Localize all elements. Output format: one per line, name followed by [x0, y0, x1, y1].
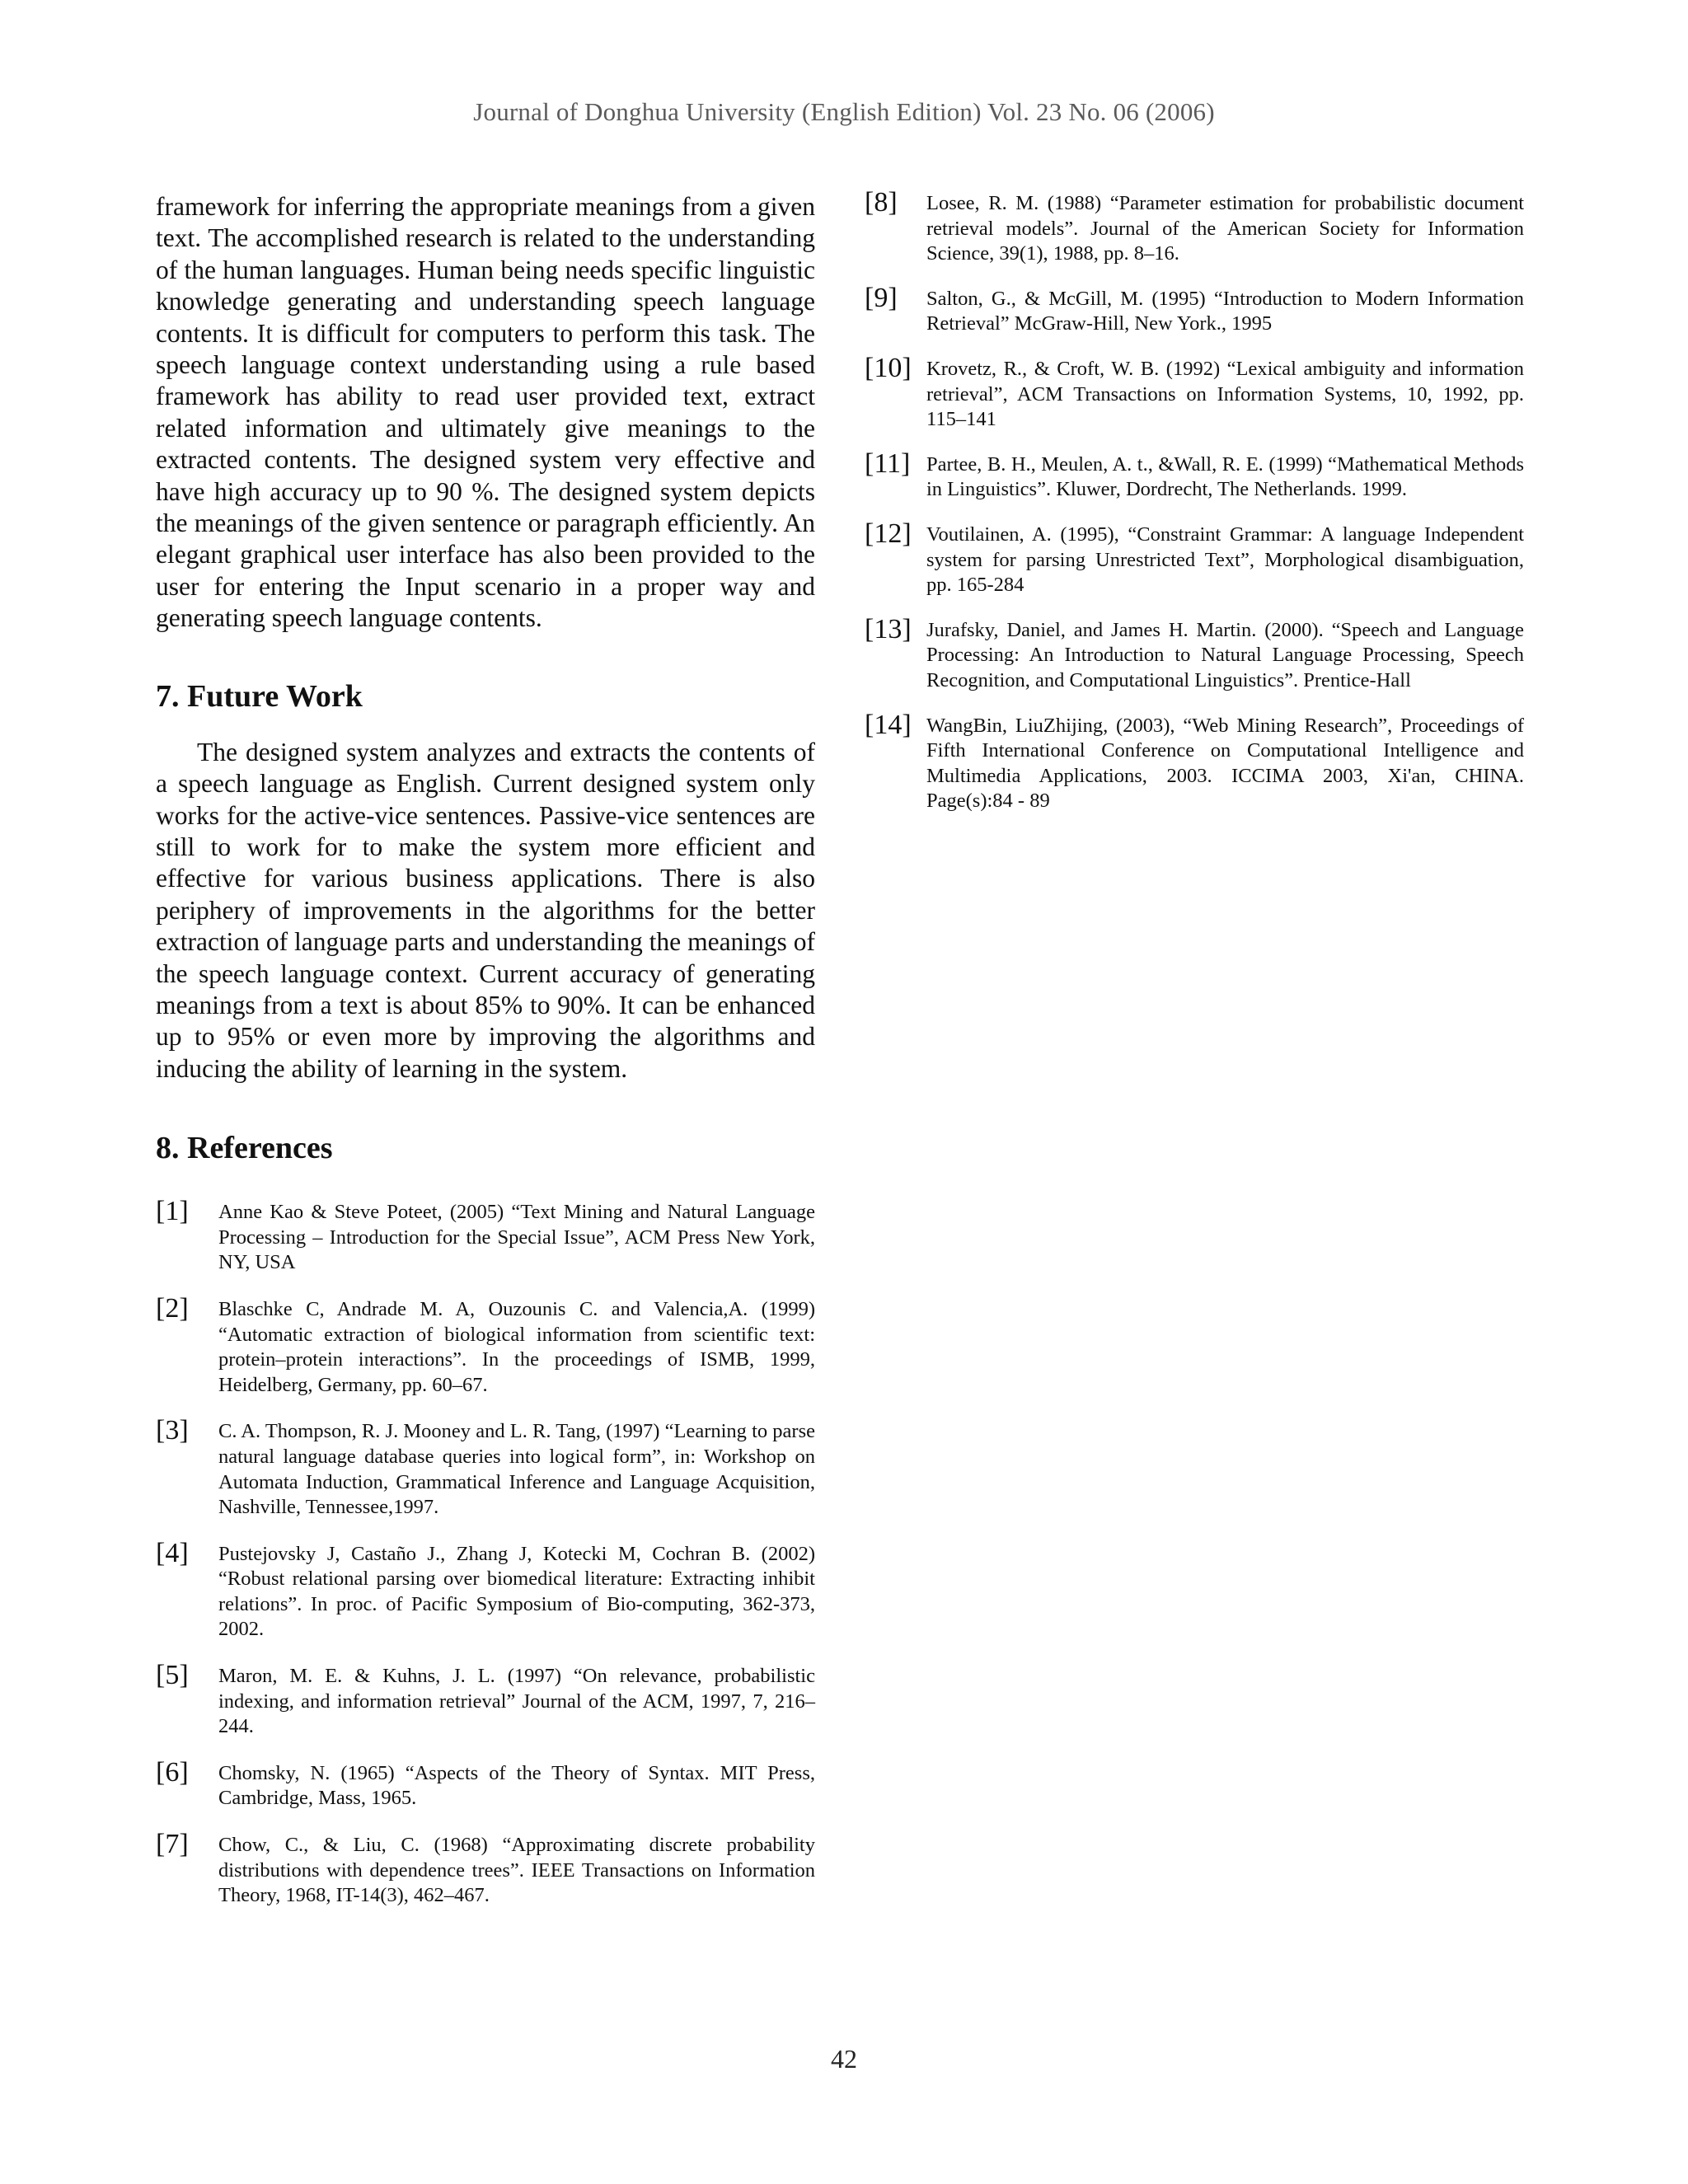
reference-item — [156, 1415, 815, 1520]
reference-text: C. A. Thompson, R. J. Mooney and L. R. Tang, (1997) “Learning to parse natural language database queries into logical form”, in: Workshop on Automata Induction, Grammatical Inference and Language Acquisition, Nashville, Tennessee,1997. — [218, 1420, 815, 1519]
reference-number: [14] — [865, 709, 912, 740]
reference-text: Krovetz, R., & Croft, W. B. (1992) “Lexical ambiguity and information retrieval”, ACM Transactions on Information Systems, 10, 1992, pp. 115–141 — [926, 357, 1524, 431]
reference-number: [13] — [865, 613, 912, 644]
reference-text: Voutilainen, A. (1995), “Constraint Grammar: A language Independent system for parsing Unrestricted Text”, Morphological disambiguation, pp. 165-284 — [926, 523, 1524, 597]
reference-text: Partee, B. H., Meulen, A. t., &Wall, R. E. (1999) “Mathematical Methods in Linguistics”. Kluwer, Dordrecht, The Netherlands. 1999. — [926, 452, 1524, 501]
running-head: Journal of Donghua University (English Edition) Vol. 23 No. 06 (2006) — [473, 97, 1215, 126]
reference-number: [8] — [865, 187, 898, 218]
reference-number: [12] — [865, 518, 912, 549]
future-work-paragraph: The designed system analyzes and extracts the contents of a speech language as English. Current designed system only works for the active-vice sentences. Passive-vice sentences are still to work for to make the system more efficient and effective for various business applications. There is also periphery of improvements in the algorithms for the better extraction of language parts and understanding the meanings of the speech language context. Current accuracy of generating meanings from a text is about 85% to 90%. It can be enhanced up to 95% or even more by improving the algorithms and inducing the ability of learning in the system. — [156, 737, 815, 1083]
reference-number: [3] — [156, 1415, 189, 1446]
future-work-heading: 7. Future Work — [156, 678, 363, 714]
reference-number: [11] — [865, 448, 911, 479]
reference-item — [156, 1292, 815, 1398]
left-column — [156, 191, 815, 1930]
reference-number: [6] — [156, 1756, 189, 1788]
reference-item — [156, 1196, 815, 1276]
reference-item — [865, 518, 1524, 598]
reference-text: WangBin, LiuZhijing, (2003), “Web Mining Research”, Proceedings of Fifth International Conference on Computational Intelligence and Multimedia Applications, 2003. ICCIMA 2003, Xi'an, CHINA. Page(s):84 - 89 — [926, 714, 1524, 813]
reference-text: Pustejovsky J, Castaño J., Zhang J, Kotecki M, Cochran B. (2002) “Robust relational parsing over biomedical literature: Extracting inhibit relations”. In proc. of Pacific Symposium of Bio-computing, 362-373, 2002. — [218, 1542, 815, 1641]
reference-number: [10] — [865, 352, 912, 383]
reference-item — [156, 1660, 815, 1740]
intro-paragraph: framework for inferring the appropriate meanings from a given text. The accomplished research is related to the understanding of the human languages. Human being needs specific linguistic knowledge generating and understanding speech language contents. It is difficult for computers to perform this task. The speech language context understanding using a rule based framework has ability to read user provided text, extract related information and ultimately give meanings to the extracted contents. The designed system very effective and have high accuracy up to 90 %. The designed system depicts the meanings of the given sentence or paragraph efficiently. An elegant graphical user interface has also been provided to the user for entering the Input scenario in a proper way and generating speech language contents. — [156, 192, 815, 633]
reference-number: [2] — [156, 1292, 189, 1324]
reference-text: Blaschke C, Andrade M. A, Ouzounis C. and Valencia,A. (1999) “Automatic extraction of biological information from scientific text: protein–protein interactions”. In the proceedings of ISMB, 1999, Heidelberg, Germany, pp. 60–67. — [218, 1297, 815, 1396]
reference-item — [156, 1756, 815, 1811]
reference-item — [865, 282, 1524, 337]
reference-number: [4] — [156, 1537, 189, 1568]
reference-item — [156, 1537, 815, 1643]
reference-text: Chow, C., & Liu, C. (1968) “Approximating discrete probability distributions with dependence trees”. IEEE Transactions on Information Theory, 1968, IT-14(3), 462–467. — [218, 1834, 815, 1907]
reference-number: [5] — [156, 1660, 189, 1691]
reference-item — [865, 709, 1524, 814]
reference-text: Losee, R. M. (1988) “Parameter estimation for probabilistic document retrieval models”. Journal of the American Society for Information Science, 39(1), 1988, pp. 8–16. — [926, 192, 1524, 265]
reference-number: [7] — [156, 1829, 189, 1860]
reference-item — [865, 613, 1524, 694]
reference-item — [865, 448, 1524, 503]
reference-item — [865, 352, 1524, 433]
reference-text: Jurafsky, Daniel, and James H. Martin. (2000). “Speech and Language Processing: An Introduction to Natural Language Processing, Speech Recognition, and Computational Linguistics”. Prentice-Hall — [926, 618, 1524, 691]
reference-number: [1] — [156, 1196, 189, 1227]
references-heading: 8. References — [156, 1131, 333, 1166]
reference-text: Anne Kao & Steve Poteet, (2005) “Text Mining and Natural Language Processing – Introduction for the Special Issue”, ACM Press New York, NY, USA — [218, 1201, 815, 1274]
reference-item — [156, 1829, 815, 1909]
reference-item — [865, 187, 1524, 267]
reference-text: Salton, G., & McGill, M. (1995) “Introduction to Modern Information Retrieval” McGraw-Hill, New York., 1995 — [926, 287, 1524, 335]
reference-number: [9] — [865, 282, 898, 313]
page-number: 42 — [831, 2044, 857, 2074]
right-column — [865, 187, 1524, 834]
reference-text: Chomsky, N. (1965) “Aspects of the Theory of Syntax. MIT Press, Cambridge, Mass, 1965. — [218, 1761, 815, 1810]
reference-text: Maron, M. E. & Kuhns, J. L. (1997) “On relevance, probabilistic indexing, and information retrieval” Journal of the ACM, 1997, 7, 216–244. — [218, 1665, 815, 1738]
